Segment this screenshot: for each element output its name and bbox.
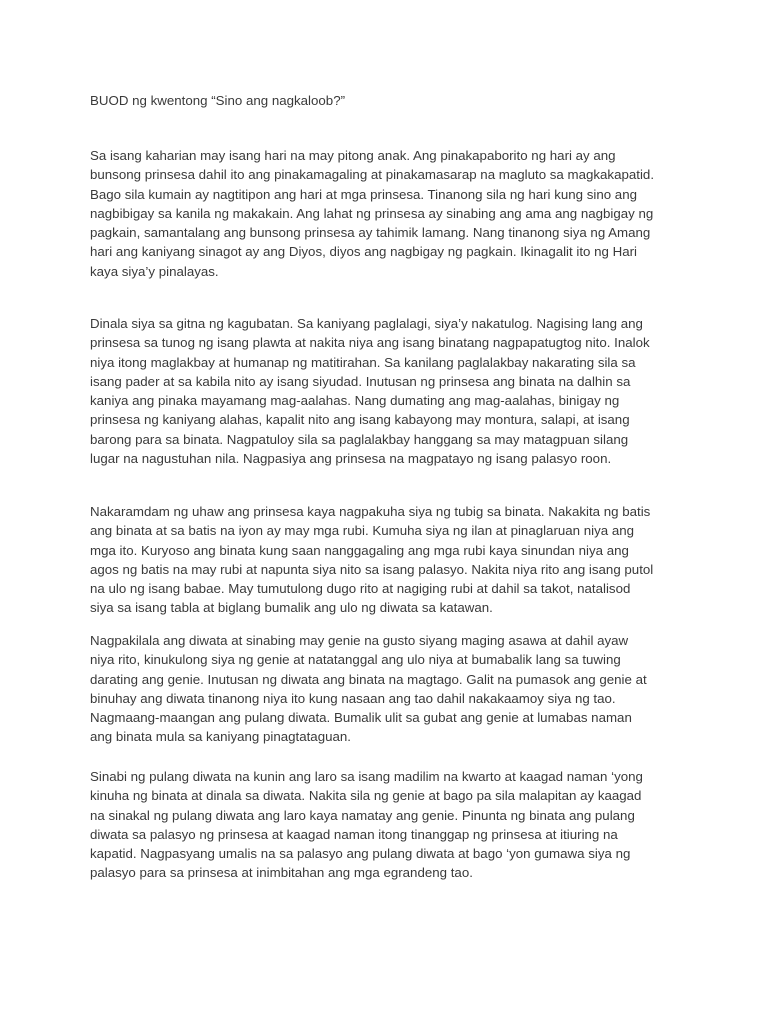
text-line: niya itong maglakbay at humanap ng matitirahan. Sa kanilang paglalakbay nakarating sila sa [90,354,636,370]
text-line: palasyo para sa prinsesa at inimbitahan ang mga egrandeng tao. [90,865,473,881]
text-line: bunsong prinsesa dahil ito ang pinakamagaling at pinakamasarap na magluto sa magkakapatid. [90,167,655,183]
paragraph-4 [90,631,690,747]
text-line: Nagmaang-maangan ang pulang diwata. Bumalik ulit sa gubat ang genie at lumabas naman [90,710,632,726]
text-line: na sinakal ng pulang diwata ang laro kaya namatay ang genie. Pinunta ng binata ang pulang [90,807,635,823]
text-line: kaniya ang pinaka mayamang mag-aalahas. Nang dumating ang mag-aalahas, binigay ng [90,393,620,409]
paragraph-1 [90,146,690,281]
text-line: Nakaramdam ng uhaw ang prinsesa kaya nagpakuha siya ng tubig sa binata. Nakakita ng batis [90,504,651,519]
text-line: prinsesa ng kaniyang alahas, kapalit nito ang isang kabayong may montura, salapi, at isang [90,412,630,428]
text-line: mga ito. Kuryoso ang binata kung saan nanggagaling ang mga rubi kaya sinundan niya ang [90,542,629,558]
text-line: isang pader at sa kabila nito ay isang siyudad. Inutusan ng prinsesa ang binata na dalhin sa [90,373,631,389]
text-line: diwata sa palasyo ng prinsesa at kaagad naman itong tinanggap ng prinsesa at itiuring na [90,826,618,842]
text-line: siya sa isang tabla at biglang bumalik ang ulo ng diwata sa katawan. [90,600,493,616]
document-title: BUOD ng kwentong “Sino ang nagkaloob?” [90,93,346,108]
text-line: na ulo ng isang babae. May tumutulong dugo rito at nagiging rubi at dahil sa takot, natalisod [90,581,631,597]
text-line: Bago sila kumain ay nagtitipon ang hari at mga prinsesa. Tinanong sila ng hari kung sino ang [90,186,637,202]
text-line: darating ang genie. Inutusan ng diwata ang binata na magtago. Galit na pumasok ang genie at [90,671,647,687]
text-line: Dinala siya sa gitna ng kagubatan. Sa kaniyang paglalagi, siya’y nakatulog. Nagising lang ang [90,316,643,331]
paragraph-2 [90,314,690,468]
text-line: kapatid. Nagpasyang umalis na sa palasyo ang pulang diwata at bago ‘yon gumawa siya ng [90,846,631,862]
text-line: hari ang kaniyang sinagot ay ang Diyos, diyos ang nagbigay ng pagkain. Ikinagalit ito ng Hari [90,244,638,260]
text-line: ang binata at sa batis na iyon ay may mga rubi. Kumuha siya ng ilan at pinaglaruan niya ang [90,523,635,539]
text-line: agos ng batis na may rubi at napunta siya nito sa isang palasyo. Nakita niya rito ang isang putol [90,561,654,577]
text-line: pagkain, samantalang ang bunsong prinsesa ay tahimik lamang. Nang tinanong siya ng Amang [90,225,651,241]
text-line: niya rito, kinukulong siya ng genie at natatanggal ang ulo niya at bumabalik lang sa tuwing [90,652,621,668]
text-line: Sinabi ng pulang diwata na kunin ang laro sa isang madilim na kwarto at kaagad naman ‘yong [90,769,643,784]
text-line: kinuha ng binata at dinala sa diwata. Nakita sila ng genie at bago pa sila malapitan ay kaagad [90,788,642,804]
text-line: ang binata mula sa kaniyang pinagtataguan. [90,729,351,745]
text-line: barong para sa binata. Nagpatuloy sila sa paglalakbay hanggang sa may matagpuan silang [90,431,629,447]
text-line: prinsesa sa tunog ng isang plawta at nakita niya ang isang binatang nagpapatugtog nito. Inalok [90,335,650,351]
text-line: nagbibigay sa kanila ng makakain. Ang lahat ng prinsesa ay sinabing ang ama ang nagbigay ng [90,205,654,221]
text-line: Nagpakilala ang diwata at sinabing may genie na gusto siyang maging asawa at dahil ayaw [90,633,629,648]
text-line: Sa isang kaharian may isang hari na may pitong anak. Ang pinakapaborito ng hari ay ang [90,148,616,163]
text-line: kaya siya’y pinalayas. [90,263,219,279]
text-line: binuhay ang diwata tinanong niya ito kung nasaan ang tao dahil nakakaamoy siya ng tao. [90,690,616,706]
paragraph-5 [90,767,690,883]
text-line: lugar na nagustuhan nila. Nagpasiya ang prinsesa na magpatayo ng isang palasyo roon. [90,451,612,467]
paragraph-3 [90,502,690,618]
